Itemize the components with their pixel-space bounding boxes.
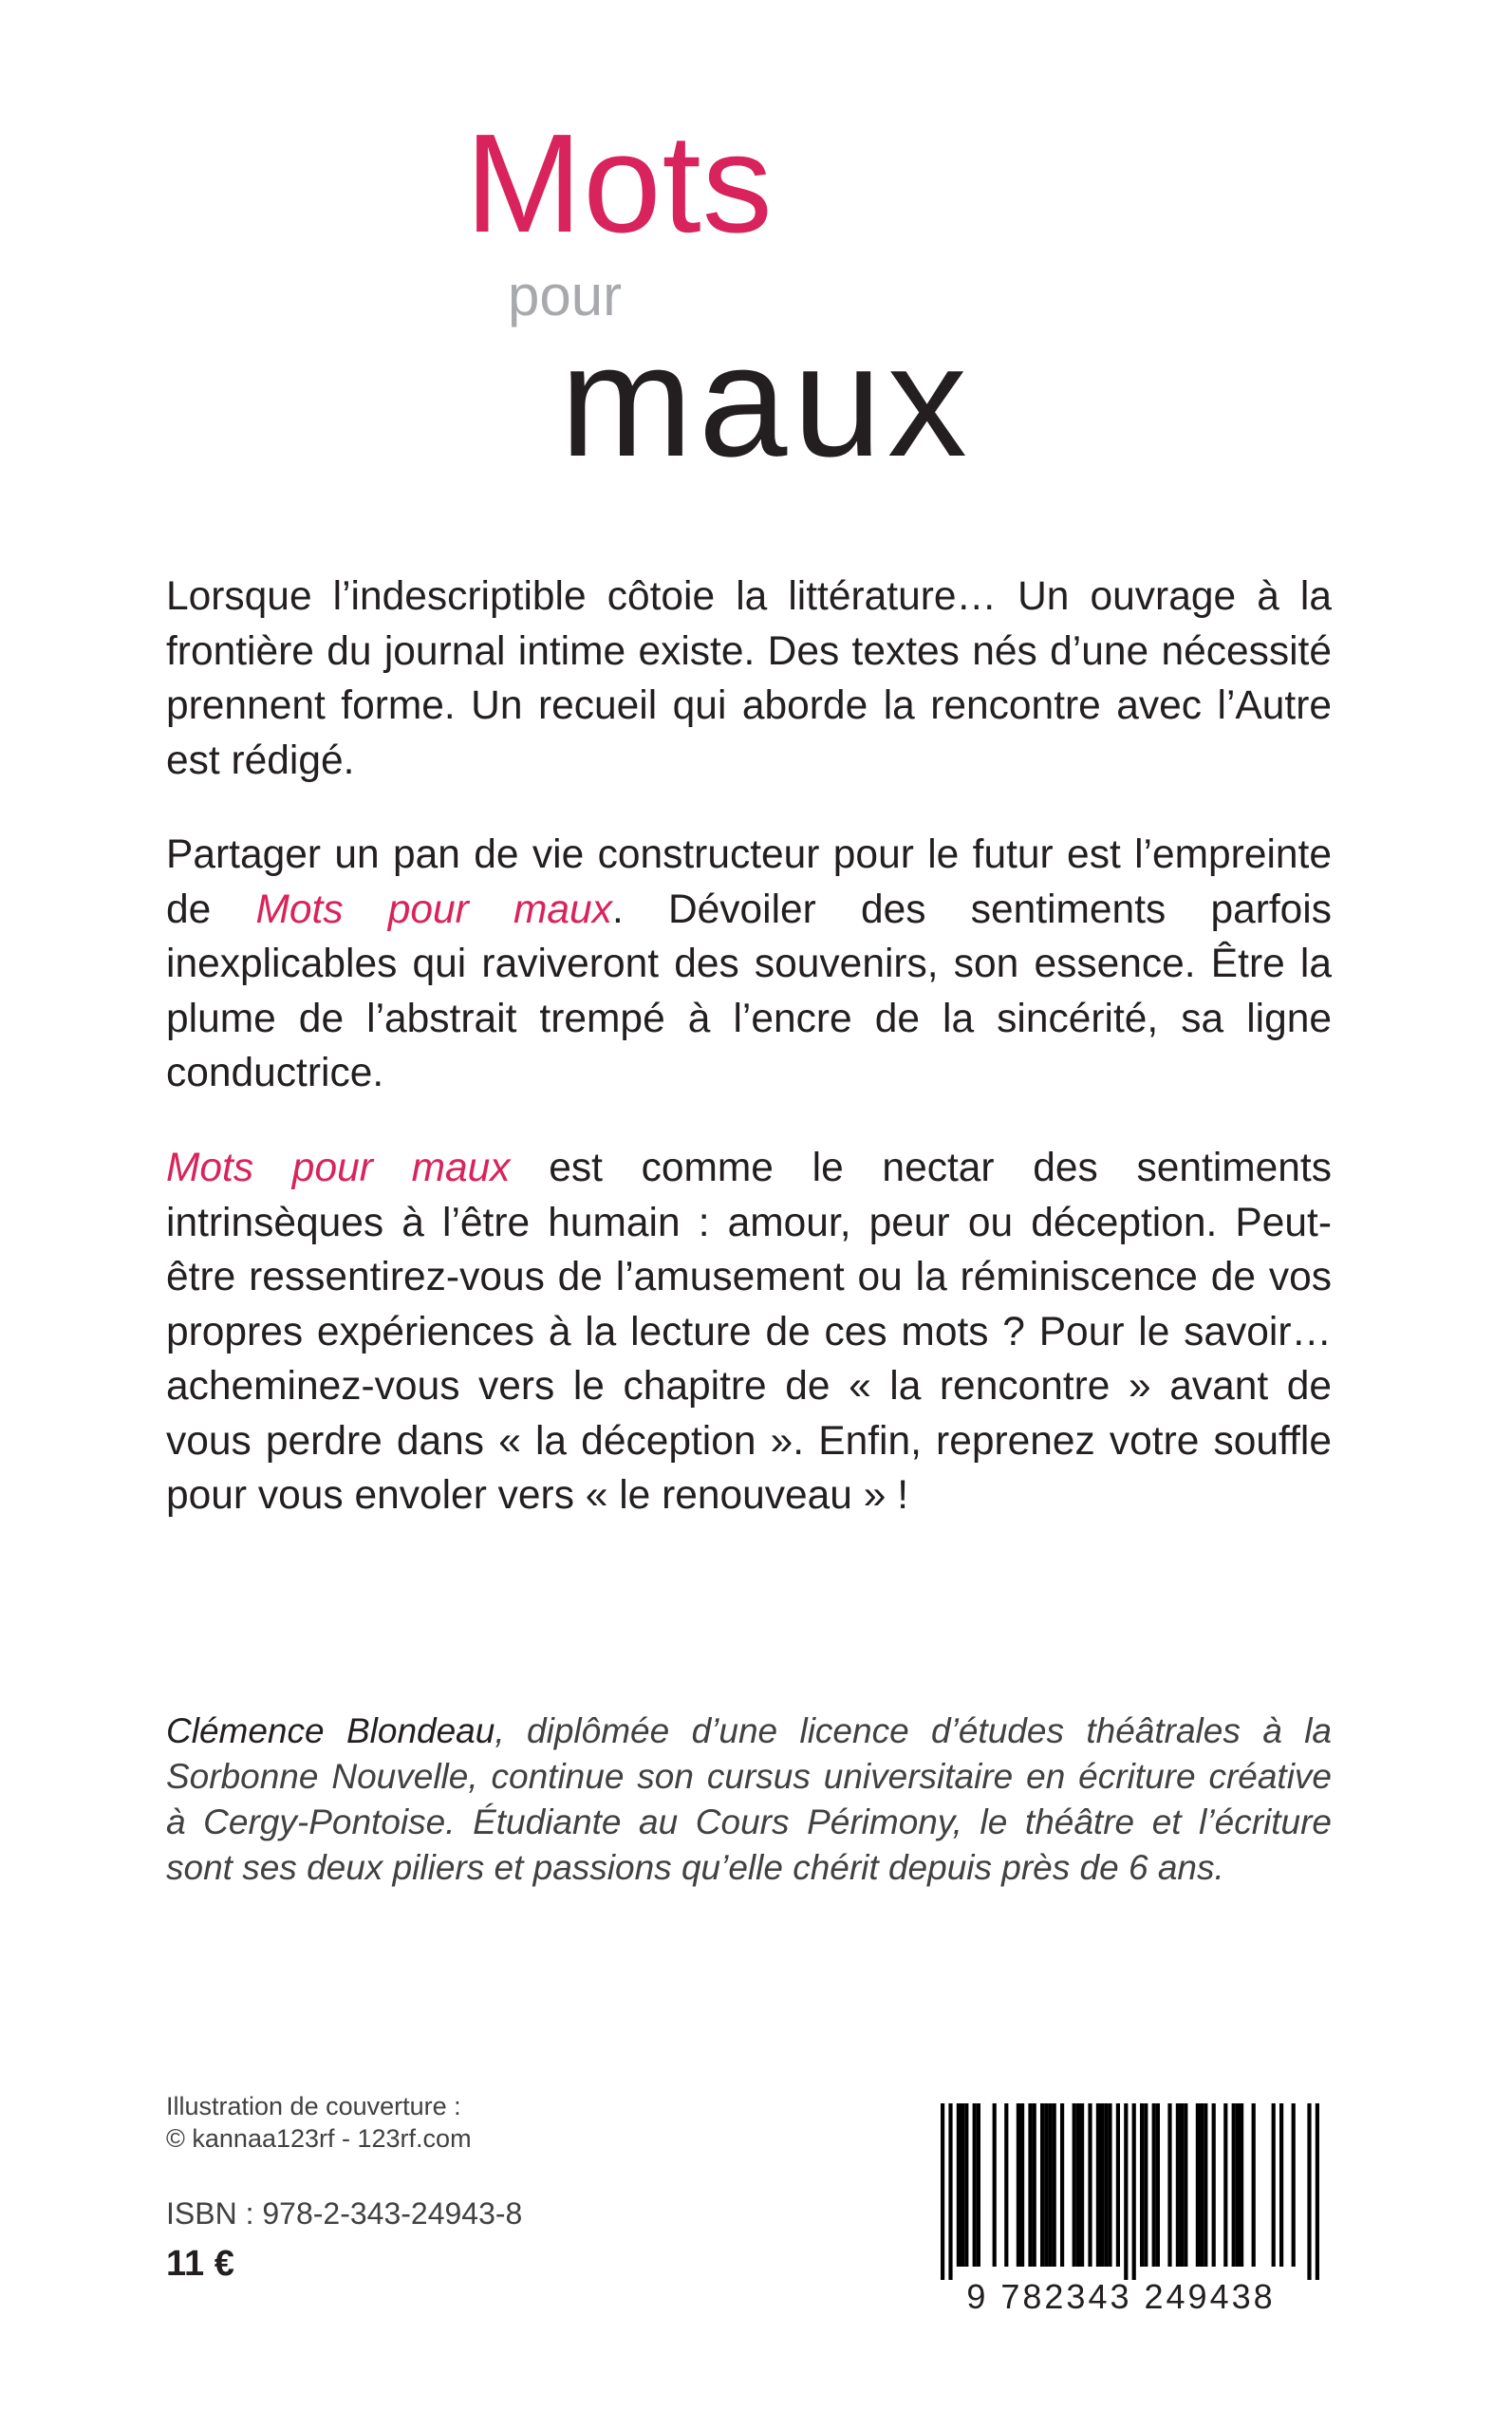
barcode-bar (1180, 2103, 1184, 2267)
barcode-bar (1044, 2103, 1048, 2267)
title-word-maux: maux (560, 311, 973, 490)
barcode-bar (961, 2103, 964, 2267)
barcode-bar (964, 2103, 968, 2267)
barcode-bar (1272, 2103, 1276, 2267)
credit-line-1: Illustration de couverture : (166, 2092, 461, 2120)
barcode-bar (1096, 2103, 1100, 2267)
barcode-bar (1132, 2103, 1136, 2280)
barcode-bar (957, 2103, 961, 2267)
barcode-bar (1100, 2103, 1104, 2267)
isbn-text: ISBN : 978-2-343-24943-8 (166, 2196, 523, 2231)
barcode-bar (1156, 2103, 1160, 2267)
blurb-paragraph-3 (166, 1141, 1332, 1523)
credit-line-2: © kannaa123rf - 123rf.com (166, 2124, 472, 2153)
barcode-bar (1316, 2103, 1319, 2280)
barcode-bar (1204, 2103, 1207, 2267)
barcode-bar (1167, 2103, 1171, 2267)
author-bio (166, 1709, 1332, 1891)
barcode-bar (1124, 2103, 1128, 2280)
illustration-credits (166, 2090, 472, 2155)
barcode-bar (1200, 2103, 1204, 2267)
barcode-bar (1232, 2103, 1236, 2267)
barcode-bar (1196, 2103, 1200, 2267)
barcode-bar (1048, 2103, 1052, 2267)
barcode-bar (1212, 2103, 1216, 2267)
barcode-bar (1060, 2103, 1064, 2267)
barcode-bar (1040, 2103, 1044, 2267)
title-word-mots: Mots (465, 105, 774, 262)
barcode (897, 2100, 1339, 2318)
barcode-bar (1017, 2103, 1020, 2267)
barcode-bar (1236, 2103, 1240, 2267)
barcode-bar (1307, 2103, 1311, 2280)
barcode-bar (1176, 2103, 1180, 2267)
barcode-bar (941, 2103, 944, 2280)
author-name: Clémence Blondeau (166, 1711, 495, 1750)
barcode-bar (1140, 2103, 1144, 2267)
barcode-bar (1279, 2103, 1283, 2267)
barcode-bar (1292, 2103, 1296, 2267)
barcode-bar (1053, 2103, 1056, 2267)
barcode-bar (1184, 2103, 1187, 2267)
blurb-paragraph-3-title: Mots pour maux (166, 1146, 511, 1190)
barcode-graphic (897, 2100, 1339, 2318)
barcode-bar (977, 2103, 980, 2267)
barcode-digits: 9 782343 249438 (966, 2277, 1276, 2316)
barcode-bar (1020, 2103, 1024, 2267)
barcode-bar (1076, 2103, 1080, 2267)
price-text: 11 € (166, 2244, 234, 2284)
barcode-bar (1004, 2103, 1008, 2267)
barcode-bar (1116, 2103, 1120, 2267)
barcode-bar (1108, 2103, 1111, 2267)
barcode-bar (1152, 2103, 1156, 2267)
barcode-bar (1252, 2103, 1256, 2267)
blurb-paragraph-2-suffix: . Dévoiler des sentiments parfois inexplicables qui raviveront des souvenirs, son essence. Être la plume de l’abstrait trempé à l’encre de la sincérité, sa ligne conductrice. (166, 887, 1332, 1095)
barcode-bar (1028, 2103, 1032, 2267)
title-word-pour: pour (508, 264, 623, 327)
barcode-bar (993, 2103, 997, 2267)
blurb-paragraph-2-prefix: Partager un pan de vie constructeur pour le futur est l’empreinte de (166, 832, 1332, 932)
blurb-paragraph-1: Lorsque l’indescriptible côtoie la littérature… Un ouvrage à la frontière du journal intime existe. Des textes nés d’une nécessité prennent forme. Un recueil qui aborde la rencontre avec l’Autre est rédigé. (166, 574, 1332, 783)
barcode-bar (1033, 2103, 1036, 2267)
barcode-bar (1240, 2103, 1243, 2267)
barcode-bar (1223, 2103, 1227, 2267)
barcode-bar (1104, 2103, 1108, 2267)
blurb-paragraph-3-suffix: est comme le nectar des sentiments intrinsèques à l’être humain : amour, peur ou déception. Peut-être ressentirez-vous de l’amusement ou la réminiscence de vos propres expériences à la lecture de ces mots ? Pour le savoir… acheminez-vous vers le chapitre de « la rencontre » avant de vous perdre dans « la déception ». Enfin, reprenez votre souffle pour vous envoler vers « le renouveau » ! (166, 1146, 1332, 1518)
barcode-bar (1073, 2103, 1076, 2267)
blurb-paragraph-2 (166, 828, 1332, 1101)
barcode-bar (973, 2103, 977, 2267)
author-bio-text: , diplômée d’une licence d’études théâtrales à la Sorbonne Nouvelle, continue son cursus universitaire en écriture créative à Cergy-Pontoise. Étudiante au Cours Périmony, le théâtre et l’écriture sont ses deux piliers et passions qu’elle chérit depuis près de 6 ans. (166, 1711, 1332, 1887)
blurb-paragraph-2-title: Mots pour maux (255, 887, 612, 932)
barcode-bar (1088, 2103, 1092, 2267)
barcode-bar (948, 2103, 952, 2280)
barcode-bar (1080, 2103, 1084, 2267)
barcode-bar (1144, 2103, 1148, 2267)
